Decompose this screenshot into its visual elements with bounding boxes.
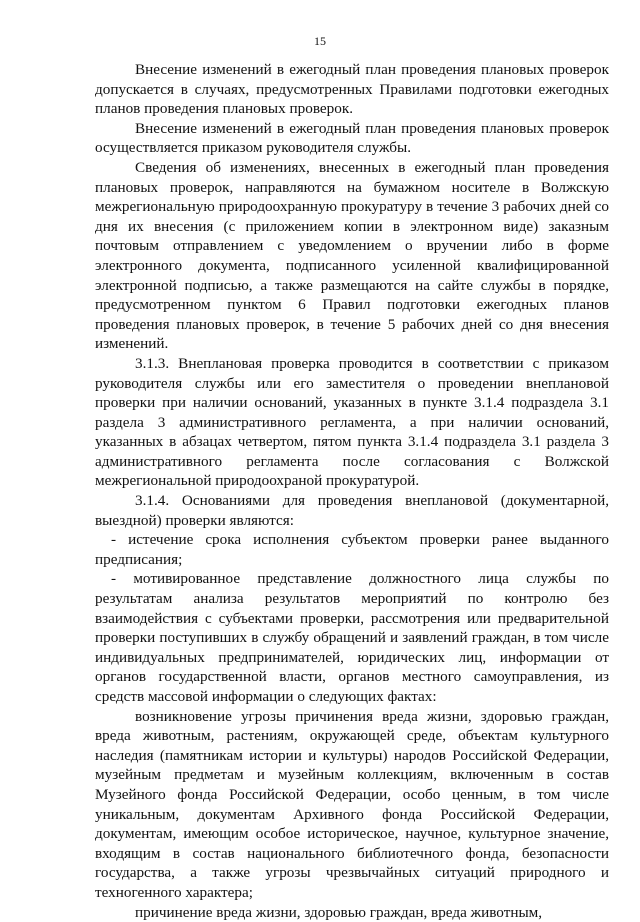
paragraph-3-1-4: 3.1.4. Основаниями для проведения внеплановой (документарной, выездной) проверки являются: (95, 492, 609, 529)
list-item-motivated-submission: - мотивированное представление должностного лица службы по результатам анализа результатов мероприятий по контролю без взаимодействия с субъектами проверки, рассмотрения или предварительной проверки поступивших в службу обращений и заявлений граждан, в том числе индивидуальных предпринимателей, юридических лиц, информации от органов государственной власти, органов местного самоуправления, из средств массовой информации о следующих фактах: (95, 570, 609, 705)
paragraph-3-1-3: 3.1.3. Внеплановая проверка проводится в соответствии с приказом руководителя службы или его заместителя о проведении внеплановой проверки при наличии оснований, указанных в пункте 3.1.4 подраздела 3.1 раздела 3 административного регламента, а при наличии оснований, указанных в абзацах четвертом, пятом пункта 3.1.4 подраздела 3.1 раздела 3 административного регламента после согласования с Волжской межрегиональной природоохраной прокуратурой. (95, 354, 609, 490)
paragraph-plan-changes-order: Внесение изменений в ежегодный план проведения плановых проверок осуществляется приказом руководителя службы. (95, 119, 609, 157)
paragraph-plan-changes: Внесение изменений в ежегодный план проведения плановых проверок допускается в случаях, предусмотренных Правилами подготовки ежегодных планов проведения плановых проверок. (95, 61, 609, 118)
list-item-prescription-expiry: - истечение срока исполнения субъектом проверки ранее выданного предписания; (95, 531, 609, 568)
fact-threat-of-harm: возникновение угрозы причинения вреда жизни, здоровью граждан, вреда животным, растениям, окружающей среде, объектам культурного наследия (памятникам истории и культуры) народов Российской Федерации, музейным предметам и музейным коллекциям, включенным в состав Музейного фонда Российской Федерации, особо ценным, в том числе уникальным, документам Архивного фонда Российской Федерации, документам, имеющим особое историческое, научное, культурное значение, входящим в состав национального библиотечного фонда, безопасности государства, а также угрозы чрезвычайных ситуаций природного и техногенного характера; (95, 707, 609, 901)
paragraph-plan-changes-notification: Сведения об изменениях, внесенных в ежегодный план проведения плановых проверок, направляются на бумажном носителе в Волжскую межрегиональную природоохранную прокуратуру в течение 3 рабочих дней со дня их внесения (с приложением копии в электронном виде) заказным почтовым отправлением с уведомлением о вручении либо в форме электронного документа, подписанного усиленной квалифицированной электронной подписью, а также размещаются на сайте службы в порядке, предусмотренном пунктом 6 Правил подготовки ежегодных планов проведения плановых проверок, в течение 5 рабочих дней со дня внесения изменений. (95, 158, 609, 353)
page-number: 15 (314, 34, 326, 48)
fact-harm-caused: причинение вреда жизни, здоровью граждан, вреда животным, (135, 903, 543, 921)
document-body (95, 60, 609, 922)
